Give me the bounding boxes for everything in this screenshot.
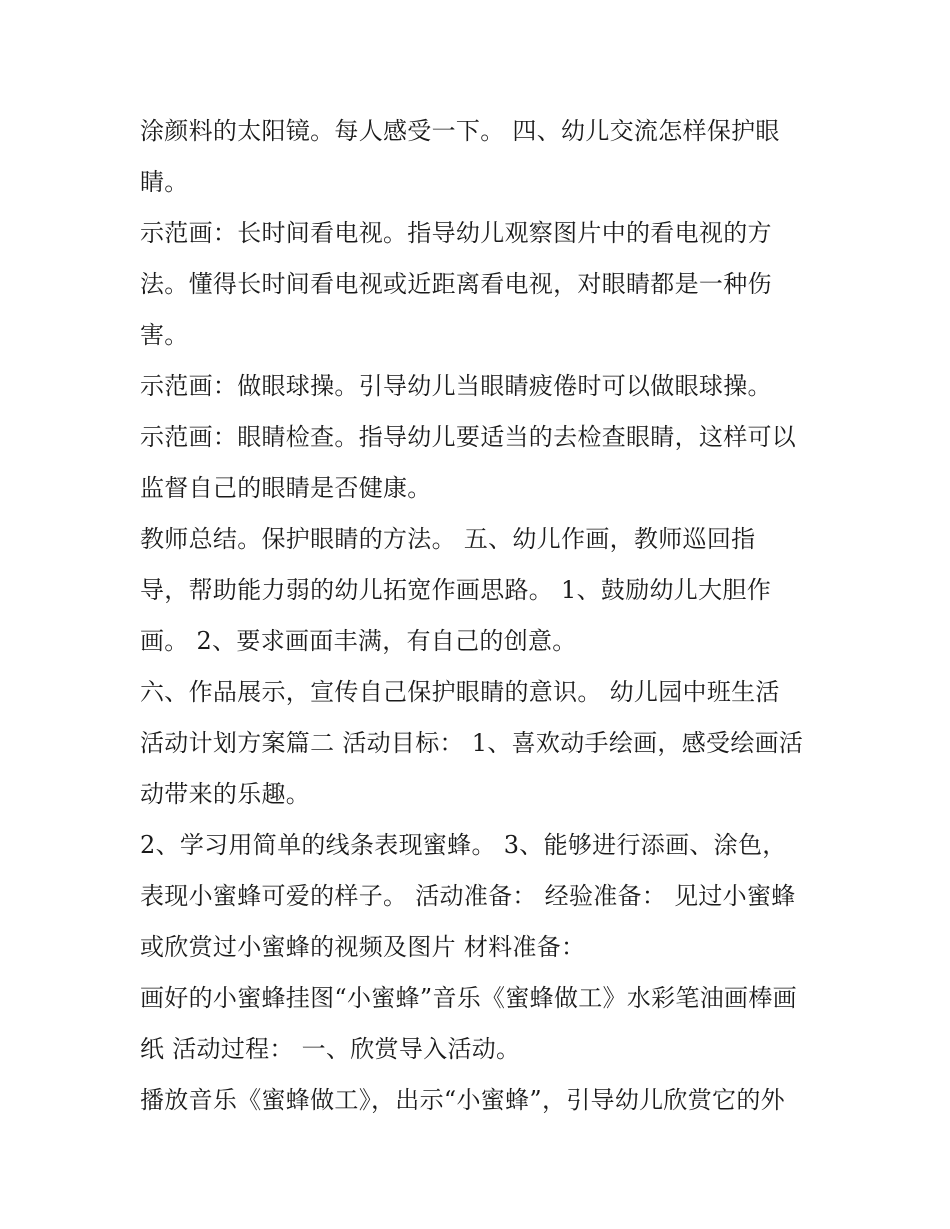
- text-line: 示范画：长时间看电视。指导幼儿观察图片中的看电视的方: [140, 219, 772, 247]
- text-line: 示范画：眼睛检查。指导幼儿要适当的去检查眼睛，这样可以: [140, 423, 797, 451]
- text-line: 监督自己的眼睛是否健康。: [140, 474, 432, 502]
- text-line: 2、学习用简单的线条表现蜜蜂。 3、能够进行添画、涂色，: [140, 831, 787, 859]
- text-line: 动带来的乐趣。: [140, 780, 311, 808]
- text-line: 涂颜料的太阳镜。每人感受一下。 四、幼儿交流怎样保护眼: [140, 117, 780, 145]
- text-line: 纸 活动过程： 一、欣赏导入活动。: [140, 1035, 521, 1063]
- document-body: [140, 106, 830, 1126]
- text-line: 导，帮助能力弱的幼儿拓宽作画思路。 1、鼓励幼儿大胆作: [140, 576, 771, 604]
- text-line: 教师总结。保护眼睛的方法。 五、幼儿作画，教师巡回指: [140, 525, 756, 553]
- text-line: 画。 2、要求画面丰满，有自己的创意。: [140, 627, 577, 655]
- text-line: 播放音乐《蜜蜂做工》，出示“小蜜蜂”，引导幼儿欣赏它的外: [140, 1086, 785, 1114]
- text-line: 画好的小蜜蜂挂图“小蜜蜂”音乐《蜜蜂做工》水彩笔油画棒画: [140, 984, 797, 1012]
- text-line: 活动计划方案篇二 活动目标： 1、喜欢动手绘画，感受绘画活: [140, 729, 804, 757]
- text-line: 法。懂得长时间看电视或近距离看电视，对眼睛都是一种伤: [140, 270, 772, 298]
- text-line: 示范画：做眼球操。引导幼儿当眼睛疲倦时可以做眼球操。: [140, 372, 772, 400]
- text-line: 睛。: [140, 168, 189, 196]
- text-line: 害。: [140, 321, 189, 349]
- text-line: 或欣赏过小蜜蜂的视频及图片 材料准备：: [140, 933, 586, 961]
- text-line: 六、作品展示，宣传自己保护眼睛的意识。 幼儿园中班生活: [140, 678, 780, 706]
- text-line: 表现小蜜蜂可爱的样子。 活动准备： 经验准备： 见过小蜜蜂: [140, 882, 796, 910]
